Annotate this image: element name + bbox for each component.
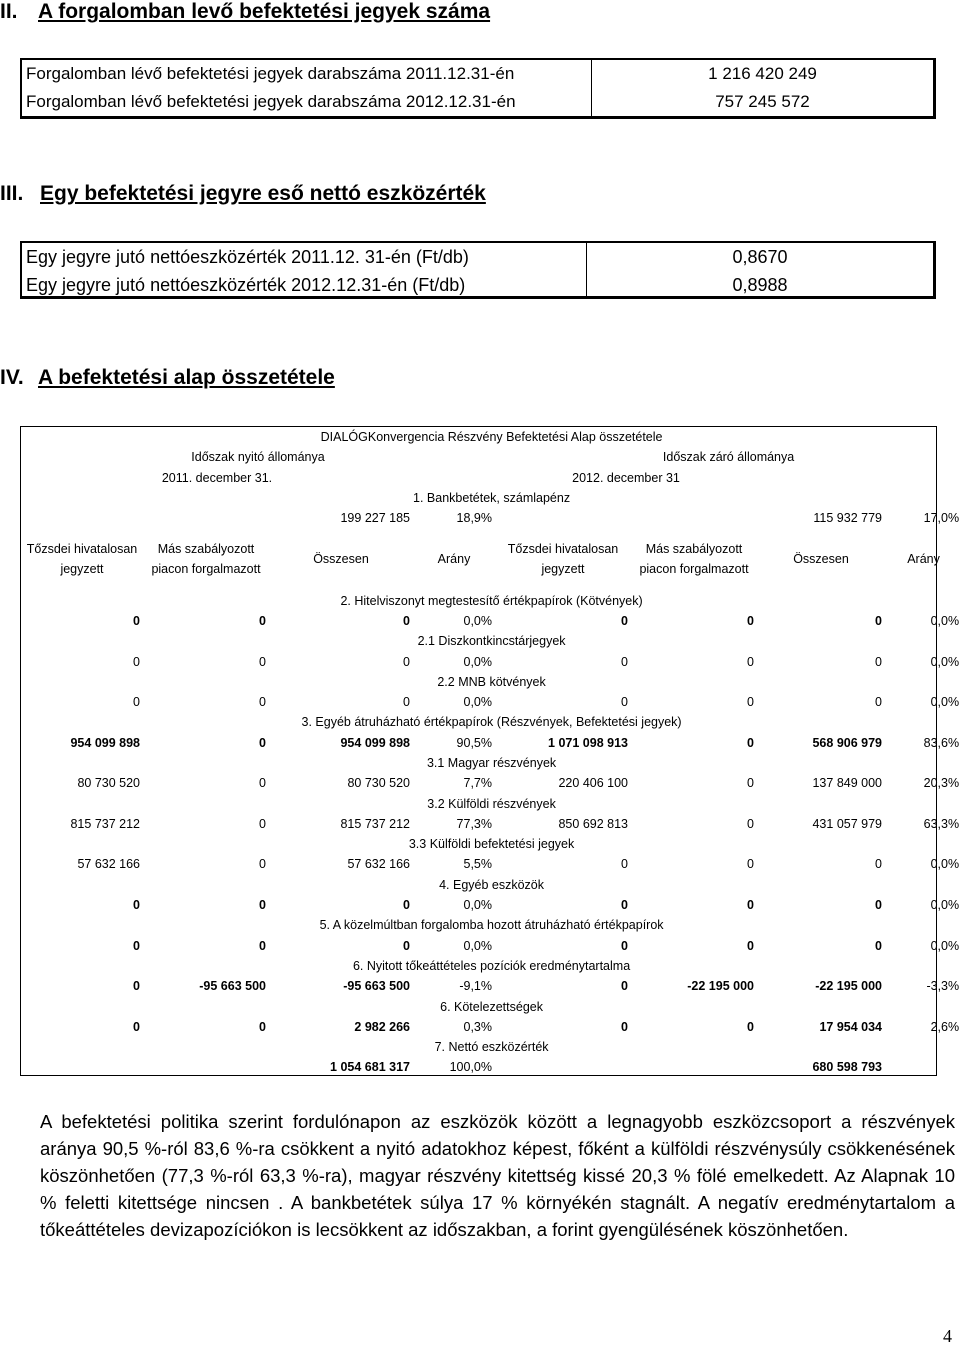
bank-deposits-label: 1. Bankbetétek, számlapénz bbox=[413, 491, 571, 506]
section-3-heading bbox=[0, 182, 486, 206]
section-label: 5. A közelmúltban forgalomba hozott átruházható értékpapírok bbox=[319, 918, 664, 933]
table-row bbox=[21, 733, 960, 753]
table-cell: 0 bbox=[747, 816, 754, 831]
table-cell: 0 bbox=[403, 654, 410, 669]
table-cell: 0,3% bbox=[463, 1019, 492, 1034]
section-number: III. bbox=[0, 182, 24, 205]
table-row bbox=[21, 814, 960, 834]
table-cell: 2,6% bbox=[930, 1019, 960, 1034]
table-cell: 63,3% bbox=[923, 816, 960, 831]
table-cell: 0 bbox=[133, 979, 140, 994]
table-cell: 0 bbox=[133, 898, 140, 913]
table-cell: 0 bbox=[133, 695, 140, 710]
table-row bbox=[21, 611, 960, 631]
table-cell: 83,6% bbox=[923, 735, 960, 750]
table-cell: 0 bbox=[259, 1019, 266, 1034]
table-cell: 57 632 166 bbox=[77, 857, 140, 872]
page-number: 4 bbox=[943, 1326, 952, 1346]
table-cell: 954 099 898 bbox=[340, 735, 410, 750]
table-row bbox=[21, 895, 960, 915]
table-cell: 431 057 979 bbox=[812, 816, 882, 831]
table-cell: 0 bbox=[747, 938, 754, 953]
table-cell: 0 bbox=[259, 898, 266, 913]
nav-open: 1 054 681 317 bbox=[330, 1060, 410, 1075]
bank-open-total: 199 227 185 bbox=[340, 511, 410, 526]
table-cell: -95 663 500 bbox=[199, 979, 266, 994]
table-cell: 0 bbox=[133, 613, 140, 628]
nav-close: 680 598 793 bbox=[812, 1060, 882, 1075]
table-cell: 0,0% bbox=[930, 938, 960, 953]
table-row bbox=[21, 854, 960, 874]
nav-row bbox=[22, 243, 933, 271]
table-cell: 0 bbox=[403, 938, 410, 953]
table-cell: 0 bbox=[747, 735, 754, 750]
units-row bbox=[22, 60, 933, 88]
table-cell: 0 bbox=[747, 898, 754, 913]
table-cell: 0 bbox=[133, 654, 140, 669]
nav-per-unit-box bbox=[20, 241, 936, 299]
units-outstanding-box bbox=[20, 58, 936, 119]
nav-row bbox=[22, 271, 933, 299]
row-label: Egy jegyre jutó nettóeszközérték 2012.12.31-én (Ft/db) bbox=[26, 274, 466, 295]
table-row bbox=[21, 692, 960, 712]
table-cell: 0 bbox=[621, 938, 628, 953]
table-cell: 568 906 979 bbox=[812, 735, 882, 750]
bank-close-ratio: 17,0% bbox=[923, 511, 960, 526]
table-cell: 0 bbox=[621, 695, 628, 710]
table-cell: 850 692 813 bbox=[558, 816, 628, 831]
table-cell: 0,0% bbox=[463, 898, 492, 913]
table-cell: 0 bbox=[875, 898, 882, 913]
col-other: Más szabályozott piacon forgalmazott bbox=[639, 542, 749, 577]
commentary-paragraph: A befektetési politika szerint fordulónapon az eszközök között a legnagyobb eszközcsoport a részvények aránya 90,5 %-ról 83,6 %-ra csökkent a nyitó adatokhoz képest, főként a külföldi részvénysúly csökkenésének köszönhetően (77,3 %-ról 63,3 %-ra), magyar részvény kitettség kissé 20,3 % fölé emelkedett. Az Alapnak 10 % feletti kitettsége nincsen . A bankbetétek súlya 17 % környékén stagnált. A negatív eredménytartalom a tőkeáttételes devizapozíciókon is lecsökkent az időszakban, a forint gyengülésének köszönhetően. bbox=[40, 1111, 955, 1240]
section-label: 2.2 MNB kötvények bbox=[437, 674, 546, 689]
table-cell: 0 bbox=[259, 654, 266, 669]
table-cell: 0 bbox=[747, 857, 754, 872]
table-cell: 0 bbox=[747, 695, 754, 710]
section-label: 3.1 Magyar részvények bbox=[426, 756, 557, 770]
table-cell: -3,3% bbox=[926, 979, 960, 994]
table-row bbox=[21, 976, 960, 996]
nav-label: 7. Nettó eszközérték bbox=[434, 1040, 549, 1055]
table-cell: 0,0% bbox=[930, 613, 960, 628]
closing-label: Időszak záró állománya bbox=[662, 450, 795, 465]
table-cell: 20,3% bbox=[923, 776, 960, 791]
row-label: Forgalomban lévő befektetési jegyek darabszáma 2012.12.31-én bbox=[26, 92, 516, 111]
section-label: 6. Nyitott tőkeáttételes pozíciók eredménytartalma bbox=[352, 958, 631, 973]
section-label: 4. Egyéb eszközök bbox=[439, 877, 545, 892]
table-cell: 220 406 100 bbox=[558, 776, 628, 791]
table-cell: 0 bbox=[621, 979, 628, 994]
table-cell: 0,0% bbox=[930, 654, 960, 669]
section-label: 3.2 Külföldi részvények bbox=[427, 796, 556, 811]
table-cell: 90,5% bbox=[456, 735, 492, 750]
bank-open-ratio: 18,9% bbox=[456, 511, 492, 526]
table-cell: 0 bbox=[875, 613, 882, 628]
table-cell: 7,7% bbox=[463, 776, 492, 791]
table-cell: 0 bbox=[875, 938, 882, 953]
section-4-heading bbox=[0, 366, 335, 390]
closing-date: 2012. december 31 bbox=[572, 470, 680, 485]
table-cell: 0 bbox=[621, 654, 628, 669]
bank-close-total: 115 932 779 bbox=[813, 511, 882, 526]
section-2-heading bbox=[0, 0, 490, 24]
table-cell: -22 195 000 bbox=[687, 979, 754, 994]
table-cell: 954 099 898 bbox=[70, 735, 140, 750]
row-value: 0,8670 bbox=[586, 243, 933, 271]
row-value: 757 245 572 bbox=[591, 88, 933, 116]
table-cell: 0 bbox=[259, 695, 266, 710]
table-cell: 815 737 212 bbox=[70, 816, 140, 831]
table-cell: 5,5% bbox=[463, 857, 492, 872]
table-cell: 815 737 212 bbox=[340, 816, 410, 831]
table-cell: 77,3% bbox=[456, 816, 492, 831]
row-label: Forgalomban lévő befektetési jegyek darabszáma 2011.12.31-én bbox=[26, 64, 515, 83]
table-cell: 0 bbox=[259, 735, 266, 750]
table-cell: 0 bbox=[875, 654, 882, 669]
table-row bbox=[21, 651, 960, 671]
col-total: Összesen bbox=[793, 552, 849, 567]
table-cell: 0 bbox=[259, 816, 266, 831]
table-cell: 0 bbox=[747, 776, 754, 791]
table-row bbox=[21, 1017, 960, 1037]
units-row bbox=[22, 88, 933, 116]
col-listed: Tőzsdei hivatalosan jegyzett bbox=[507, 542, 619, 577]
table-cell: 0 bbox=[621, 613, 628, 628]
table-cell: 0,0% bbox=[930, 898, 960, 913]
table-cell: 1 071 098 913 bbox=[548, 735, 628, 750]
table-cell: 137 849 000 bbox=[812, 776, 882, 791]
table-cell: 80 730 520 bbox=[77, 776, 140, 791]
section-label: 6. Kötelezettségek bbox=[440, 999, 543, 1014]
section-label: 3.3 Külföldi befektetési jegyek bbox=[408, 837, 575, 852]
table-cell: 0,0% bbox=[930, 857, 960, 872]
nav-open-ratio: 100,0% bbox=[449, 1060, 492, 1075]
section-title: A befektetési alap összetétele bbox=[38, 366, 335, 389]
table-cell: 0 bbox=[747, 1019, 754, 1034]
row-value: 0,8988 bbox=[586, 271, 933, 299]
table-row bbox=[21, 936, 960, 956]
col-other: Más szabályozott piacon forgalmazott bbox=[151, 542, 261, 577]
table-cell: -95 663 500 bbox=[343, 979, 410, 994]
table-cell: -9,1% bbox=[459, 979, 492, 994]
section-number: IV. bbox=[0, 366, 24, 389]
col-total: Összesen bbox=[313, 552, 369, 567]
table-cell: 0 bbox=[621, 1019, 628, 1034]
row-value: 1 216 420 249 bbox=[591, 60, 933, 88]
table-cell: 0 bbox=[403, 695, 410, 710]
section-title: Egy befektetési jegyre eső nettó eszközérték bbox=[40, 182, 486, 205]
col-ratio: Arány bbox=[907, 552, 940, 567]
table-cell: 0 bbox=[621, 857, 628, 872]
table-cell: 0,0% bbox=[463, 613, 492, 628]
table-cell: -22 195 000 bbox=[815, 979, 882, 994]
table-cell: 0 bbox=[259, 938, 266, 953]
table-cell: 0 bbox=[875, 695, 882, 710]
table-cell: 80 730 520 bbox=[347, 776, 410, 791]
table-cell: 0 bbox=[403, 613, 410, 628]
section-title: A forgalomban levő befektetési jegyek száma bbox=[38, 0, 491, 23]
table-cell: 0 bbox=[259, 857, 266, 872]
table-cell: 0 bbox=[747, 654, 754, 669]
table-cell: 0 bbox=[133, 938, 140, 953]
table-cell: 57 632 166 bbox=[347, 857, 410, 872]
table-cell: 0,0% bbox=[463, 654, 492, 669]
table-row bbox=[21, 773, 960, 793]
table-cell: 0 bbox=[259, 776, 266, 791]
opening-label: Időszak nyitó állománya bbox=[191, 450, 325, 465]
col-ratio: Arány bbox=[437, 552, 471, 567]
table-cell: 0 bbox=[747, 613, 754, 628]
table-cell: 0 bbox=[259, 613, 266, 628]
table-cell: 0 bbox=[133, 1019, 140, 1034]
table-cell: 17 954 034 bbox=[819, 1019, 882, 1034]
table-cell: 0,0% bbox=[930, 695, 960, 710]
section-number: II. bbox=[0, 0, 18, 23]
section-label: 2. Hitelviszonyt megtestesítő értékpapírok (Kötvények) bbox=[340, 593, 643, 608]
opening-date: 2011. december 31. bbox=[161, 470, 273, 485]
table-cell: 0 bbox=[403, 898, 410, 913]
table-cell: 0 bbox=[621, 898, 628, 913]
section-label: 3. Egyéb átruházható értékpapírok (Részvények, Befektetési jegyek) bbox=[301, 715, 682, 730]
table-cell: 0 bbox=[875, 857, 882, 872]
table-cell: 2 982 266 bbox=[354, 1019, 410, 1034]
section-label: 2.1 Diszkontkincstárjegyek bbox=[417, 634, 566, 649]
row-label: Egy jegyre jutó nettóeszközérték 2011.12. 31-én (Ft/db) bbox=[26, 246, 469, 267]
table-cell: 0,0% bbox=[463, 938, 492, 953]
table-title: DIALÓGKonvergencia Részvény Befektetési Alap összetétele bbox=[320, 430, 663, 445]
composition-table bbox=[20, 426, 960, 1076]
col-listed: Tőzsdei hivatalosan jegyzett bbox=[26, 542, 138, 577]
table-cell: 0,0% bbox=[463, 695, 492, 710]
